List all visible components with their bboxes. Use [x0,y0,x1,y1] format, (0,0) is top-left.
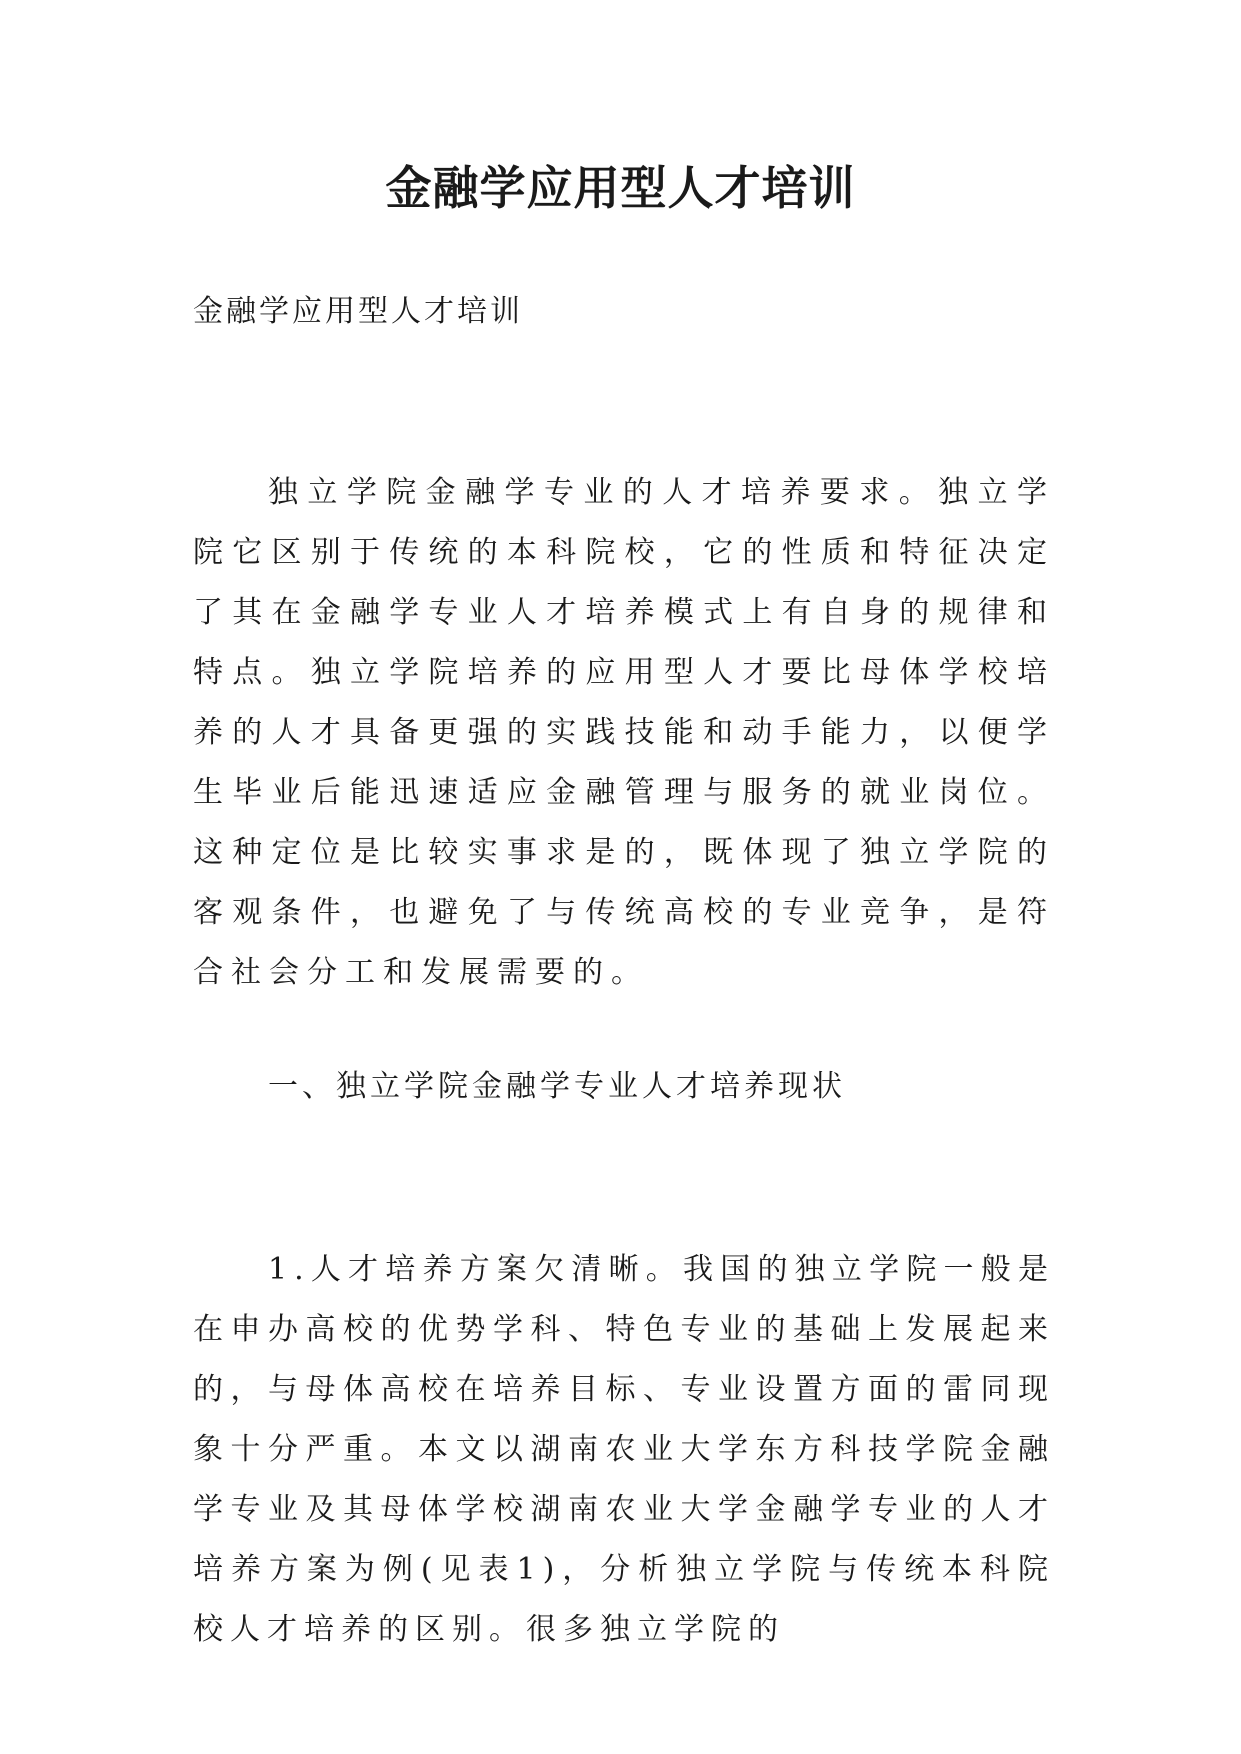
section-heading: 一、独立学院金融学专业人才培养现状 [268,1069,846,1104]
page-title: 金融学应用型人才培训 [385,161,856,215]
body-paragraph: 1.人才培养方案欠清晰。我国的独立学院一般是在申办高校的优势学科、特色专业的基础上发展起来的，与母体高校在培养目标、专业设置方面的雷同现象十分严重。本文以湖南农业大学东方科技学院金融学专业及其母体学校湖南农业大学金融学专业的人才培养方案为例(见表1)，分析独立学院与传统本科院校人才培养的区别。很多独立学院的 [193,1252,1055,1647]
document-subtitle: 金融学应用型人才培训 [193,294,523,329]
body-paragraph: 独立学院金融学专业的人才培养要求。独立学院它区别于传统的本科院校，它的性质和特征决定了其在金融学专业人才培养模式上有自身的规律和特点。独立学院培养的应用型人才要比母体学校培养的人才具备更强的实践技能和动手能力，以便学生毕业后能迅速适应金融管理与服务的就业岗位。这种定位是比较实事求是的，既体现了独立学院的客观条件，也避免了与传统高校的专业竞争，是符合社会分工和发展需要的。 [193,475,1055,990]
